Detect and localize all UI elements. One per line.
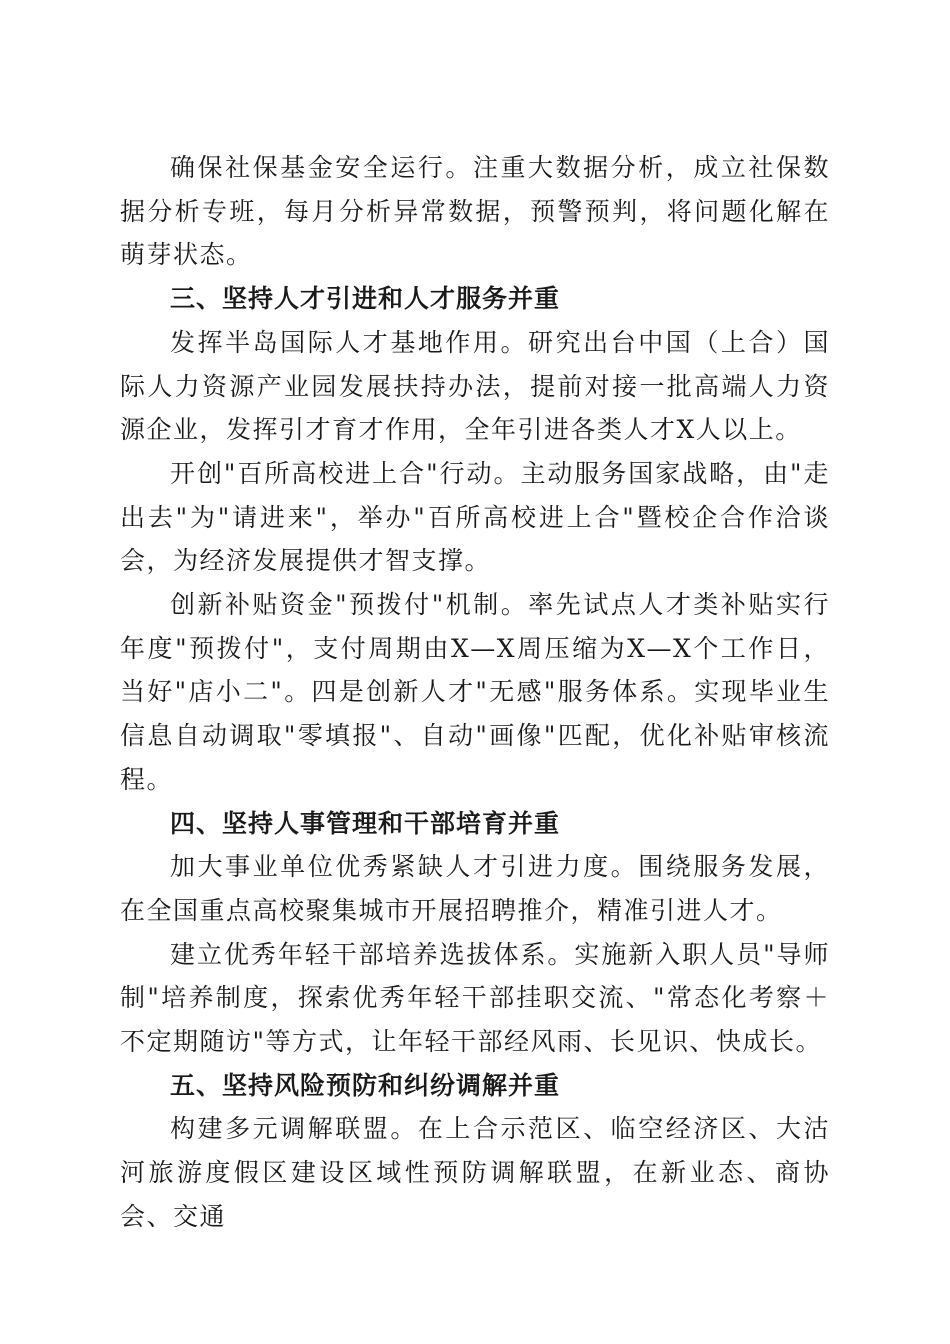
paragraph-talent-recruitment: 加大事业单位优秀紧缺人才引进力度。围绕服务发展，在全国重点高校聚集城市开展招聘推介，精准引进人才。 bbox=[120, 852, 830, 925]
paragraph-mediation-alliance: 构建多元调解联盟。在上合示范区、临空经济区、大沽河旅游度假区建设区域性预防调解联盟，在新业态、商协会、交通 bbox=[120, 1114, 830, 1231]
paragraph-social-security-fund: 确保社保基金安全运行。注重大数据分析，成立社保数据分析专班，每月分析异常数据，预警预判，将问题化解在萌芽状态。 bbox=[120, 153, 830, 270]
paragraph-hundred-universities: 开创"百所高校进上合"行动。主动服务国家战略，由"走出去"为"请进来"，举办"百所高校进上合"暨校企合作洽谈会，为经济发展提供才智支撑。 bbox=[120, 458, 830, 576]
paragraph-young-cadres: 建立优秀年轻干部培养选拔体系。实施新入职人员"导师制"培养制度，探索优秀年轻干部挂职交流、"常态化考察＋不定期随访"等方式，让年轻干部经风雨、长见识、快成长。 bbox=[120, 939, 830, 1057]
document-body bbox=[120, 146, 830, 1239]
paragraph-talent-base: 发挥半岛国际人才基地作用。研究出台中国（上合）国际人力资源产业园发展扶持办法，提前对接一批高端人力资源企业，发挥引才育才作用，全年引进各类人才X人以上。 bbox=[120, 327, 830, 445]
paragraph-subsidy-prepayment: 创新补贴资金"预拨付"机制。率先试点人才类补贴实行年度"预拨付"，支付周期由X—X周压缩为X—X个工作日，当好"店小二"。四是创新人才"无感"服务体系。实现毕业生信息自动调取"零填报"、自动"画像"匹配，优化补贴审核流程。 bbox=[120, 590, 830, 794]
section-heading-3: 三、坚持人才引进和人才服务并重 bbox=[170, 284, 561, 314]
section-heading-4: 四、坚持人事管理和干部培育并重 bbox=[170, 808, 561, 838]
section-heading-5: 五、坚持风险预防和纠纷调解并重 bbox=[170, 1070, 561, 1100]
